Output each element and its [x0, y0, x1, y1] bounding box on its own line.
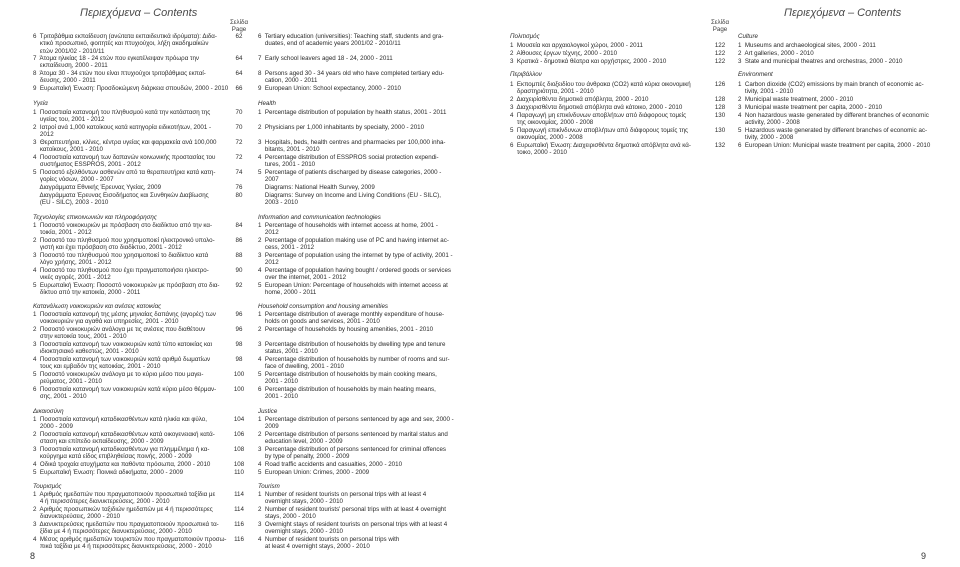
- toc-entry-title-gr: 1 Ποσοστιαία κατανομή της μέσης μηνιαίας δαπάνης (αγορές) των νοικοκυριών για αγαθά και υπηρεσίες, 2001 - 2010: [33, 311, 216, 326]
- toc-entry-title-en: 2 Number of resident tourists' personal trips with at least 4 overnight stays, 2000 - 2010: [258, 506, 446, 521]
- toc-entry-page: 128: [714, 96, 726, 103]
- toc-entry-title-gr: 6 Τριτοβάθμια εκπαίδευση (ανώτατα εκπαιδευτικά ιδρύματα): Διδα- κτικό προσωπικό, φοιτητές και πτυχιούχοι, λήξη ακαδημαϊκών ετών 2001/02 - 2010/11: [33, 33, 217, 55]
- toc-entry-title-en: 4 Non hazardous waste generated by different branches of economic activity, 2000 - 2008: [738, 112, 929, 127]
- toc-entry-title-en: 7 Early school leavers aged 18 - 24, 2000 - 2011: [258, 55, 393, 62]
- toc-entry-title-gr: 2 Αίθουσες έργων τέχνης, 2000 - 2010: [510, 50, 618, 57]
- toc-entry-page: 90: [235, 267, 243, 274]
- section-title-gr: Δικαιοσύνη: [33, 408, 64, 415]
- toc-entry-page: 106: [233, 431, 245, 438]
- toc-entry-title-en: 2 Physicians per 1,000 inhabitants by specialty, 2000 - 2010: [258, 124, 425, 131]
- toc-entry-title-gr: 3 Κρατικά - δημοτικά θέατρα και ορχήστρες, 2000 - 2010: [510, 58, 667, 65]
- toc-entry-page: 98: [235, 356, 243, 363]
- toc-entry-title-gr: 5 Ευρωπαϊκή Ένωση: Ποινικά αδικήματα, 2000 - 2009: [33, 469, 184, 476]
- toc-entry-title-gr: 4 Παραγωγή μη επικίνδυνων αποβλήτων από διάφορους τομείς της οικονομίας, 2000 - 2008: [510, 112, 687, 127]
- toc-entry-title-en: 2 Art galleries, 2000 - 2010: [738, 50, 814, 57]
- toc-entry-title-en: 5 European Union: Crimes, 2000 - 2009: [258, 469, 370, 476]
- right-page-number: 9: [921, 551, 927, 561]
- toc-entry-title-en: 6 Tertiary education (universities): Teaching staff, students and gra- duates, end of academic years 2001/02 - 2010/11: [258, 33, 444, 48]
- toc-entry-title-en: Diagrams: Survey on Income and Living Conditions (EU - SILC), 2003 - 2010: [264, 192, 441, 207]
- section-title-en: Culture: [738, 33, 758, 40]
- left-col-head-en: Page: [231, 26, 247, 33]
- toc-entry-title-gr: 4 Ποσοστιαία κατανομή των νοικοκυριών κατά αριθμό δωματίων τους και εμβαδόν της κατοικίας, 2001 - 2010: [33, 356, 211, 371]
- toc-entry-title-gr: 3 Θεραπευτήρια, κλίνες, κέντρα υγείας και φαρμακεία ανά 100,000 κατοίκους, 2001 - 2010: [33, 139, 217, 154]
- toc-entry-page: 92: [235, 282, 243, 289]
- toc-entry-title-en: 1 Percentage of households with internet access at home, 2001 - 2012: [258, 222, 438, 237]
- toc-entry-title-gr: 2 Διαχειρίσθέντα δημοτικά απόβλητα, 2000 - 2010: [510, 96, 649, 103]
- left-col-head-gr: Σελίδα: [229, 19, 249, 26]
- toc-entry-page: 98: [235, 341, 243, 348]
- toc-entry-title-gr: 2 Ποσοστό νοικοκυριών ανάλογα με τις ανέσεις που διαθέτουν στην κατοικία τους, 2001 - 2010: [33, 326, 206, 341]
- toc-entry-page: 80: [235, 192, 243, 199]
- toc-entry-title-gr: 5 Παραγωγή επικίνδυνων αποβλήτων από διάφορους τομείς της οικονομίας, 2000 - 2008: [510, 127, 688, 142]
- toc-entry-page: 128: [714, 104, 726, 111]
- toc-entry-page: 130: [714, 127, 726, 134]
- toc-entry-page: 100: [233, 386, 245, 393]
- left-page-number: 8: [30, 551, 36, 561]
- toc-entry-title-gr: 2 Ποσοστό του πληθυσμού που χρησιμοποιεί ηλεκτρονικό υπολο- γιστή και έχει πρόσβαση στο διαδίκτυο, 2001 - 2012: [33, 237, 215, 252]
- toc-entry-page: 62: [235, 33, 243, 40]
- toc-entry-page: 132: [714, 142, 726, 149]
- toc-entry-page: 76: [235, 184, 243, 191]
- toc-entry-title-en: 4 Percentage distribution of ESSPROS social protection expendi- tures, 2001 - 2010: [258, 154, 439, 169]
- toc-entry-title-gr: Διαγράμματα Εθνικής Έρευνας Υγείας, 2009: [33, 184, 162, 191]
- section-title-en: Health: [258, 100, 276, 107]
- toc-entry-page: 84: [235, 222, 243, 229]
- toc-entry-page: 100: [233, 371, 245, 378]
- toc-entry-page: 70: [235, 109, 243, 116]
- toc-entry-title-gr: Διαγράμματα Έρευνας Εισοδήματος και Συνθηκών Διαβίωσης (EU - SILC), 2003 - 2010: [39, 192, 209, 207]
- toc-entry-page: 130: [714, 112, 726, 119]
- toc-entry-title-en: 2 Municipal waste treatment, 2000 - 2010: [738, 96, 854, 103]
- toc-entry-title-gr: 4 Μέσος αριθμός ημεδαπών τουριστών που πραγματοποιούν προσω- πικά ταξίδια με 4 ή περισσότερες διανυκτερεύσεις, 2000 - 2010: [33, 536, 227, 551]
- section-title-en: Information and communication technologies: [258, 214, 381, 221]
- toc-entry-title-gr: 3 Διαχειρισθέντα δημοτικά απόβλητα ανά κάτοικο, 2000 - 2010: [510, 104, 683, 111]
- toc-entry-title-gr: 7 Άτομα ηλικίας 18 - 24 ετών που εγκατέλειψαν πρόωρα την εκπαίδευση, 2000 - 2011: [33, 55, 199, 70]
- toc-entry-title-gr: 1 Ποσοστό νοικοκυριών με πρόσβαση στο διαδίκτυο από την κα- τοικία, 2001 - 2012: [33, 222, 213, 237]
- toc-entry-title-en: 1 Museums and archaeological sites, 2000 - 2011: [738, 42, 876, 49]
- toc-entry-title-en: 1 Percentage distribution of population by health status, 2001 - 2011: [258, 109, 447, 116]
- toc-entry-title-en: 3 Percentage of population using the internet by type of activity, 2001 - 2012: [258, 252, 453, 267]
- toc-entry-title-en: 1 Number of resident tourists on personal trips with at least 4 overnight stays, 2000 - 2010: [258, 491, 427, 506]
- toc-entry-title-en: 5 Percentage of patients discharged by disease categories, 2000 - 2007: [258, 169, 442, 184]
- toc-entry-title-gr: 6 Ποσοστιαία κατανομή των νοικοκυριών κατά κύριο μέσο θέρμαν- σης, 2001 - 2010: [33, 386, 217, 401]
- toc-entry-title-en: 3 State and municipal theatres and orchestras, 2000 - 2010: [738, 58, 903, 65]
- toc-entry-page: 66: [235, 85, 243, 92]
- toc-entry-title-gr: 3 Ποσοστιαία κατανομή των νοικοκυριών κατά τύπο κατοικίας και ιδιοκτησιακό καθεστώς, 2001 - 2010: [33, 341, 213, 356]
- toc-entry-page: 96: [235, 311, 243, 318]
- section-title-gr: Τουρισμός: [33, 483, 62, 490]
- toc-entry-title-en: 3 Percentage distribution of households by dwelling type and tenure status, 2001 - 2010: [258, 341, 446, 356]
- toc-entry-page: 72: [235, 139, 243, 146]
- toc-entry-page: 108: [233, 461, 245, 468]
- toc-entry-page: 64: [235, 70, 243, 77]
- right-col-head-gr: Σελίδα: [710, 19, 730, 26]
- toc-entry-title-gr: 1 Αριθμός ημεδαπών που πραγματοποιούν προσωπικά ταξίδια με 4 ή περισσότερες διανυκτερεύσεις, 2000 - 2010: [33, 491, 216, 506]
- toc-entry-title-gr: 1 Ποσοστιαία κατανομή καταδικασθέντων κατά ηλικία και φύλο, 2000 - 2009: [33, 416, 207, 431]
- toc-entry-page: 72: [235, 154, 243, 161]
- toc-entry-page: 104: [233, 416, 245, 423]
- toc-entry-title-en: 3 Overnight stays of resident tourists on personal trips with at least 4 overnight stays, 2000 - 2010: [258, 521, 448, 536]
- left-column-heading: [223, 19, 255, 33]
- toc-entry-title-en: 3 Hospitals, beds, health centres and pharmacies per 100,000 inha- bitants, 2001 - 2010: [258, 139, 446, 154]
- toc-entry-title-gr: 1 Εκπομπές διοξειδίου του άνθρακα (CO2) κατά κύρια οικονομική δραστηριότητα, 2001 - 2010: [510, 81, 691, 96]
- toc-entry-title-en: 6 Percentage distribution of households by main heating means, 2001 - 2010: [258, 386, 436, 401]
- toc-entry-title-gr: 2 Αριθμός προσωπικών ταξιδιών ημεδαπών με 4 ή περισσότερες διανυκτερεύσεις, 2000 - 2010: [33, 506, 213, 521]
- toc-entry-page: 122: [714, 50, 726, 57]
- section-title-en: Household consumption and housing amenities: [258, 303, 389, 310]
- toc-entry-title-en: 9 European Union: School expectancy, 2000 - 2010: [258, 85, 401, 92]
- toc-entry-page: 122: [714, 58, 726, 65]
- toc-entry-page: 116: [234, 521, 244, 528]
- toc-entry-title-en: 2 Percentage of population making use of PC and having internet ac- cess, 2001 - 2012: [258, 237, 449, 252]
- toc-entry-title-en: 3 Municipal waste treatment per capita, 2000 - 2010: [738, 104, 883, 111]
- section-title-en: Justice: [258, 408, 278, 415]
- section-title-gr: Υγεία: [33, 100, 48, 107]
- toc-entry-title-en: 1 Percentage distribution of average monthly expenditure of house- holds on goods and services, 2001 - 2010: [258, 311, 445, 326]
- toc-entry-page: 74: [235, 169, 243, 176]
- section-title-en: Tourism: [258, 483, 280, 490]
- right-col-head-en: Page: [712, 26, 728, 33]
- toc-entry-page: 96: [235, 326, 243, 333]
- toc-entry-title-en: 6 European Union: Municipal waste treatment per capita, 2000 - 2010: [738, 142, 931, 149]
- toc-entry-title-en: 3 Percentage distribution of persons sentenced for criminal offences by type of penalty, 2000 - 2009: [258, 446, 447, 461]
- toc-entry-title-gr: 3 Ποσοστιαία κατανομή καταδικασθέντων για πλημμέλημα ή κα- κούργημα κατά είδος επιβληθείσας ποινής, 2000 - 2009: [33, 446, 210, 461]
- toc-entry-page: 88: [235, 252, 243, 259]
- toc-entry-title-en: 8 Persons aged 30 - 34 years old who have completed tertiary edu- cation, 2000 - 2011: [258, 70, 445, 85]
- toc-entry-title-gr: 3 Διανυκτερεύσεις ημεδαπών που πραγματοποιούν προσωπικά τα- ξίδια με 4 ή περισσότερες διανυκτερεύσεις, 2000 - 2010: [33, 521, 219, 536]
- toc-entry-title-gr: 5 Ευρωπαϊκή Ένωση: Ποσοστό νοικοκυριών με πρόσβαση στο δια- δίκτυο από την κατοικία, 2000 - 2011: [33, 282, 220, 297]
- toc-entry-page: 114: [234, 506, 244, 513]
- toc-entry-title-gr: 5 Ποσοστό εξελθόντων ασθενών από τα θεραπευτήρια κατά κατη- γορίες νόσων, 2000 - 2007: [33, 169, 216, 184]
- toc-entry-page: 110: [234, 469, 244, 476]
- toc-entry-page: 64: [235, 55, 243, 62]
- toc-entry-title-en: 5 Percentage distribution of households by main cooking means, 2001 - 2010: [258, 371, 437, 386]
- toc-entry-title-en: 1 Carbon dioxide (CO2) emissions by main branch of economic ac- tivity, 2001 - 2010: [738, 81, 924, 96]
- right-column-heading: [704, 19, 736, 33]
- section-title-gr: Περιβάλλον: [510, 71, 542, 78]
- toc-entry-page: 86: [235, 237, 243, 244]
- toc-entry-title-gr: 2 Ποσοστιαία κατανομή καταδικασθέντων κατά οικογενειακή κατά- σταση και επίπεδο εκπαίδευσης, 2000 - 2009: [33, 431, 215, 446]
- toc-entry-title-en: 4 Percentage of population having bought / ordered goods or services over the internet, 2001 - 2012: [258, 267, 451, 282]
- section-title-gr: Τεχνολογίες επικοινωνιών και πληροφόρησης: [33, 214, 157, 221]
- toc-entry-title-gr: 4 Ποσοστό του πληθυσμού που έχει πραγματοποιήσει ηλεκτρο- νικές αγορές, 2001 - 2012: [33, 267, 209, 282]
- toc-entry-title-en: 4 Road traffic accidents and casualties, 2000 - 2010: [258, 461, 403, 468]
- toc-entry-title-gr: 9 Ευρωπαϊκή Ένωση: Προσδοκώμενη διάρκεια σπουδών, 2000 - 2010: [33, 85, 229, 92]
- toc-entry-page: 116: [234, 536, 244, 543]
- right-page: [480, 0, 960, 567]
- toc-entry-page: 126: [714, 81, 726, 88]
- toc-entry-title-gr: 2 Ιατροί ανά 1,000 κατοίκους κατά κατηγορία ειδικοτήτων, 2001 - 2012: [33, 124, 212, 139]
- right-page-header: Περιεχόμενα – Contents: [784, 7, 902, 19]
- toc-entry-title-en: 5 European Union: Percentage of households with internet access at home, 2000 - 2011: [258, 282, 448, 297]
- toc-entry-title-en: 2 Percentage of households by housing amenities, 2001 - 2010: [258, 326, 434, 333]
- toc-entry-title-gr: 1 Μουσεία και αρχαιολογικοί χώροι, 2000 - 2011: [510, 42, 643, 49]
- toc-entry-page: 114: [234, 491, 244, 498]
- toc-entry-title-gr: 3 Ποσοστό του πληθυσμού που χρησιμοποιεί το διαδίκτυο κατά λόγο χρήσης, 2001 - 2012: [33, 252, 209, 267]
- left-page-header: Περιεχόμενα – Contents: [80, 7, 198, 19]
- toc-entry-title-gr: 4 Ποσοστιαία κατανομή των δαπανών κοινωνικής προστασίας του συστήματος ESSPROS, 2001 - 2012: [33, 154, 216, 169]
- toc-entry-title-en: 2 Percentage distribution of persons sentenced by marital status and education level, 2000 - 2009: [258, 431, 448, 446]
- toc-entry-title-gr: 8 Άτομα 30 - 34 ετών που είναι πτυχιούχοι τριτοβάθμιας εκπαί- δευσης, 2000 - 2011: [33, 70, 206, 85]
- toc-entry-title-en: 4 Number of resident tourists on personal trips with at least 4 overnight stays, 2000 - 2010: [258, 536, 400, 551]
- toc-entry-title-en: 5 Hazardous waste generated by different branches of economic ac- tivity, 2000 - 2008: [738, 127, 928, 142]
- toc-entry-title-en: 1 Percentage distribution of persons sentenced by age and sex, 2000 - 2009: [258, 416, 454, 431]
- toc-entry-page: 122: [714, 42, 726, 49]
- toc-entry-title-en: Diagrams: National Health Survey, 2009: [258, 184, 375, 191]
- toc-entry-title-gr: 5 Ποσοστό νοικοκυριών ανάλογα με το κύριο μέσο που μαγει- ρεύματος, 2001 - 2010: [33, 371, 204, 386]
- section-title-gr: Πολιτισμός: [510, 33, 540, 40]
- section-title-gr: Κατανάλωση νοικοκυριών και ανέσεις κατοικίας: [33, 303, 162, 310]
- toc-entry-title-en: 4 Percentage distribution of households by number of rooms and sur- face of dwelling, 2001 - 2010: [258, 356, 450, 371]
- toc-entry-title-gr: 4 Οδικά τροχαία ατυχήματα και παθόντα πρόσωπα, 2000 - 2010: [33, 461, 211, 468]
- toc-entry-page: 70: [235, 124, 243, 131]
- toc-entry-title-gr: 1 Ποσοστιαία κατανομή του πληθυσμού κατά την κατάσταση της υγείας του, 2001 - 2012: [33, 109, 211, 124]
- toc-entry-page: 108: [233, 446, 245, 453]
- toc-entry-title-gr: 6 Ευρωπαϊκή Ένωση: Διαχειρισθέντα δημοτικά απόβλητα ανά κά- τοικο, 2000 - 2010: [510, 142, 691, 157]
- section-title-en: Environment: [738, 71, 773, 78]
